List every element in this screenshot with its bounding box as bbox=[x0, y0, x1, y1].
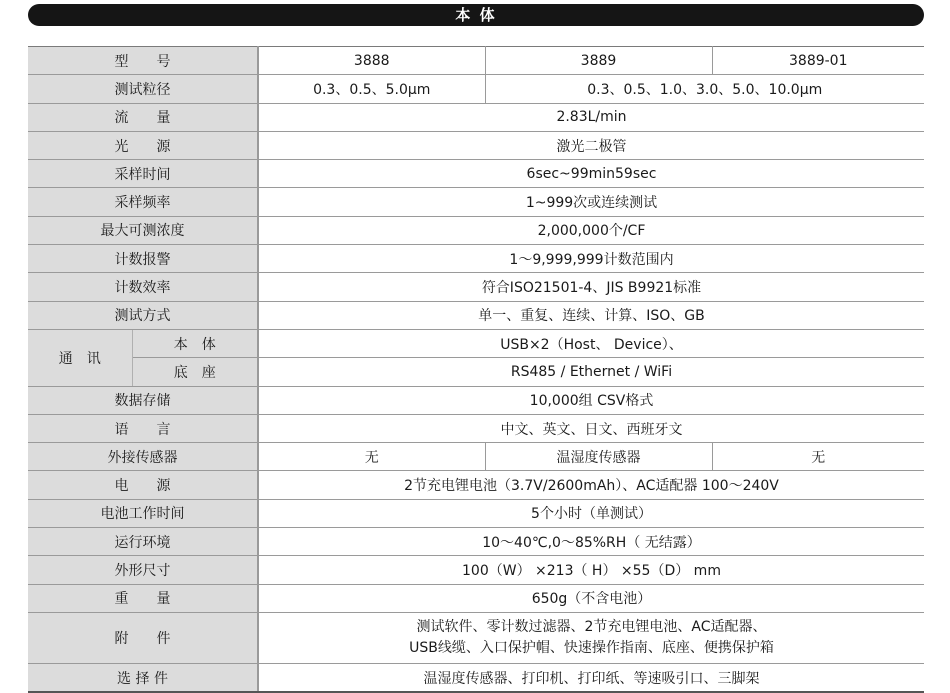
cell-value: 3889 bbox=[485, 47, 712, 75]
cell-value: 10～40℃,0～85%RH（ 无结露） bbox=[258, 528, 924, 556]
cell-value: 1~999次或连续测试 bbox=[258, 188, 924, 216]
row-label: 外接传感器 bbox=[28, 443, 258, 471]
row-sample-frequency bbox=[28, 188, 924, 216]
row-label: 计数效率 bbox=[28, 273, 258, 301]
row-group-label: 通 讯 bbox=[28, 329, 132, 386]
row-dimensions bbox=[28, 556, 924, 584]
row-label: 最大可测浓度 bbox=[28, 216, 258, 244]
row-max-concentration bbox=[28, 216, 924, 244]
row-label: 外形尺寸 bbox=[28, 556, 258, 584]
cell-value: 温湿度传感器 bbox=[485, 443, 712, 471]
row-label: 电 源 bbox=[28, 471, 258, 499]
row-label: 采样频率 bbox=[28, 188, 258, 216]
row-label: 附 件 bbox=[28, 612, 258, 663]
cell-value: 温湿度传感器、打印机、打印纸、等速吸引口、三脚架 bbox=[258, 663, 924, 692]
row-flow bbox=[28, 103, 924, 131]
row-label: 重 量 bbox=[28, 584, 258, 612]
row-battery-time bbox=[28, 499, 924, 527]
row-label: 型 号 bbox=[28, 47, 258, 75]
row-label: 测试粒径 bbox=[28, 75, 258, 103]
cell-value: 2节充电锂电池（3.7V/2600mAh）、AC适配器 100～240V bbox=[258, 471, 924, 499]
row-light-source bbox=[28, 131, 924, 159]
row-count-alarm bbox=[28, 245, 924, 273]
cell-value: 0.3、0.5、1.0、3.0、5.0、10.0μm bbox=[485, 75, 924, 103]
cell-value: USB×2（Host、 Device）、 bbox=[258, 329, 924, 357]
cell-value: 3889-01 bbox=[712, 47, 924, 75]
spec-table bbox=[28, 46, 924, 693]
cell-value: 中文、英文、日文、西班牙文 bbox=[258, 414, 924, 442]
row-label: 电池工作时间 bbox=[28, 499, 258, 527]
cell-value: 2.83L/min bbox=[258, 103, 924, 131]
section-title: 本 体 bbox=[455, 6, 497, 24]
row-label: 采样时间 bbox=[28, 160, 258, 188]
cell-value: 10,000组 CSV格式 bbox=[258, 386, 924, 414]
row-external-sensor bbox=[28, 443, 924, 471]
cell-value: 650g（不含电池） bbox=[258, 584, 924, 612]
cell-value: 符合ISO21501-4、JIS B9921标准 bbox=[258, 273, 924, 301]
row-label: 测试方式 bbox=[28, 301, 258, 329]
row-label: 数据存储 bbox=[28, 386, 258, 414]
row-label: 光 源 bbox=[28, 131, 258, 159]
row-power bbox=[28, 471, 924, 499]
section-title-banner bbox=[28, 4, 924, 26]
cell-value: 激光二极管 bbox=[258, 131, 924, 159]
cell-value: 6sec~99min59sec bbox=[258, 160, 924, 188]
row-comm-base bbox=[28, 358, 924, 386]
row-test-method bbox=[28, 301, 924, 329]
cell-value: 无 bbox=[258, 443, 485, 471]
row-particle-size bbox=[28, 75, 924, 103]
row-sub-label: 本 体 bbox=[132, 329, 258, 357]
row-model bbox=[28, 47, 924, 75]
row-weight bbox=[28, 584, 924, 612]
accessories-line-2: USB线缆、入口保护帽、快速操作指南、底座、便携保护箱 bbox=[409, 639, 774, 656]
row-language bbox=[28, 414, 924, 442]
row-count-efficiency bbox=[28, 273, 924, 301]
row-label: 流 量 bbox=[28, 103, 258, 131]
cell-value: RS485 / Ethernet / WiFi bbox=[258, 358, 924, 386]
row-label: 语 言 bbox=[28, 414, 258, 442]
row-label: 运行环境 bbox=[28, 528, 258, 556]
accessories-line-1: 测试软件、零计数过滤器、2节充电锂电池、AC适配器、 bbox=[416, 618, 767, 635]
cell-value: 无 bbox=[712, 443, 924, 471]
cell-value: 3888 bbox=[258, 47, 485, 75]
cell-value: 2,000,000个/CF bbox=[258, 216, 924, 244]
cell-value bbox=[258, 612, 924, 663]
row-label: 选 择 件 bbox=[28, 663, 258, 692]
row-comm-body bbox=[28, 329, 924, 357]
row-accessories bbox=[28, 612, 924, 663]
cell-value: 0.3、0.5、5.0μm bbox=[258, 75, 485, 103]
cell-value: 1～9,999,999计数范围内 bbox=[258, 245, 924, 273]
cell-value: 100（W） ×213（ H） ×55（D） mm bbox=[258, 556, 924, 584]
row-sub-label: 底 座 bbox=[132, 358, 258, 386]
row-environment bbox=[28, 528, 924, 556]
row-options bbox=[28, 663, 924, 692]
row-storage bbox=[28, 386, 924, 414]
cell-value: 5个小时（单测试） bbox=[258, 499, 924, 527]
row-label: 计数报警 bbox=[28, 245, 258, 273]
row-sample-time bbox=[28, 160, 924, 188]
cell-value: 单一、重复、连续、计算、ISO、GB bbox=[258, 301, 924, 329]
